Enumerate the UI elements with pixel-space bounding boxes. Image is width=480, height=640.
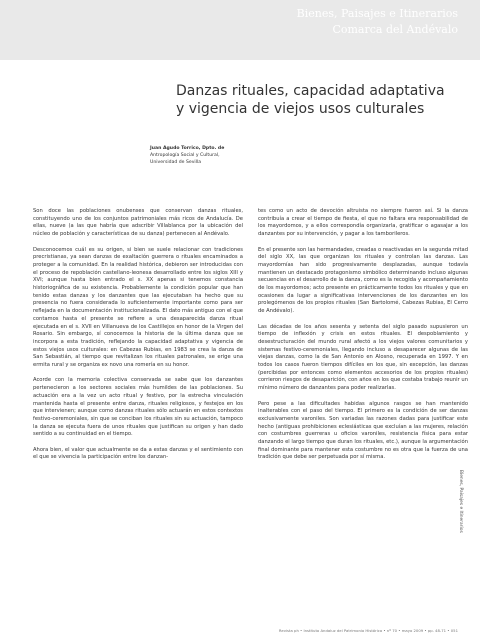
paragraph: Acorde con la memoria colectiva conservada se sabe que los danzantes pertenecieron a los sectores sociales más humildes de las poblaciones. Su actuación era a la vez un acto ritual y festivo, por la estrecha vinculación mantenida hasta el presente entre danza, rituales religiosos, y festejos en los que intervienen; aunque como danzas rituales sólo actuarán en estos contextos festivo-ceremoniales, sin que se conciban los rituales sin su actuación, tampoco la danza se ejecuta fuera de unos rituales que justifican su origen y han dado sentido a su continuidad en el tiempo.: [33, 377, 243, 438]
section-title-line1: Bienes, Paisajes e Itinerarios: [296, 7, 458, 20]
paragraph: Ahora bien, el valor que actualmente se da a estas danzas y el sentimiento con el que se vivencia la participación entre los danzan-: [33, 446, 243, 461]
page-footer: Revista ph • Instituto Andaluz del Patrimonio Histórico • nº 70 • mayo 2009 • pp. 48-71 • 051: [278, 628, 458, 633]
journal-section-title: [297, 6, 458, 38]
article-title: [176, 82, 445, 118]
author-block: [150, 145, 224, 166]
paragraph: tes como un acto de devoción altruista no siempre fueron así. Si la danza contribuía a crear el tiempo de fiesta, el que no faltara era responsabilidad de los mayordomos, y a ellos correspondía organizarla, gratificar o agasajar a los danzantes por su intervención, y pagar a los tamborileros.: [258, 208, 468, 238]
author-affiliation-2: Universidad de Sevilla: [150, 160, 202, 165]
section-title-line2: Comarca del Andévalo: [332, 23, 458, 36]
paragraph: Pero pese a las dificultades habidas algunos rasgos se han mantenido inalterables con el paso del tiempo. El primero es la condición de ser danzas exclusivamente varoniles. Son variadas las razones dadas para justificar este hecho (antiguas prohibiciones eclesiásticas que excluían a las mujeres, relación con costumbres guerreras u oficios varoniles, resistencia física para estar danzando el largo tiempo que duran los rituales, etc.), aunque la argumentación final dominante para mantener esta costumbre no es otra que la fuerza de una tradición que debe ser perpetuada por sí misma.: [258, 400, 468, 461]
author-affiliation-1: Antropología Social y Cultural,: [150, 153, 220, 158]
paragraph: Las décadas de los años sesenta y setenta del siglo pasado supusieron un tiempo de inflexión y crisis en estos rituales. El despoblamiento y desestructuración del mundo rural afectó a los viejos valores comunitarios y sistemas festivo-ceremoniales, llegando incluso a desaparecer algunas de las viejas danzas, como la de San Antonio en Alosno, recuperada en 1997. Y en todos los casos fueron tiempos difíciles en los que, sin excepción, las danzas (percibidas por entonces como elementos accesorios de los propios rituales) corrieron riesgos de desaparición, con años en los que costaba trabajo reunir un mínimo número de danzantes para poder realizarlas.: [258, 323, 468, 392]
body-column-right: [258, 208, 468, 470]
header-band: [0, 0, 480, 60]
paragraph: En el presente son las hermandades, creadas o reactivadas en la segunda mitad del siglo XX, las que organizan los rituales y controlan las danzas. Las mayordomías han sido progresivamente desplazadas, aunque todavía mantienen un destacado protagonismo simbólico determinando incluso algunas secuencias en el desarrollo de la danza, como es la recogida y acompañamiento de los mayordomos; acto presente en prácticamente todos los rituales y que en ocasiones da lugar a significativas intervenciones de los danzantes en los prolegómenos de los propios rituales (San Bartolomé, Cabezas Rubias, El Cerro de Andévalo).: [258, 246, 468, 315]
sidebar-running-head: Bienes, Paisajes e Itinerarios: [458, 470, 463, 533]
paragraph: Desconocemos cuál es su origen, si bien se suele relacionar con tradiciones precristianas, ya sean danzas de exaltación guerrera o rituales encaminados a proteger a la comunidad. En la realidad histórica, debieron ser introducidas con el proceso de repoblación castellano-leonesa desarrollado entre los siglos XIII y XVI; aunque hasta bien entrado el s. XX apenas si tenemos constancia historiográfica de su existencia. Probablemente la condición popular que han tenido estas danzas y los danzantes que las ejecutaban ha hecho que su presencia no fuera considerada lo suficientemente importante como para ser reflejada en la documentación institucionalizada. El dato más antiguo con el que contamos hasta el presente se refiere a una desaparecida danza ritual ejecutada en el s. XVII en Villanueva de los Castillejos en honor de la Virgen del Rosario. Sin embargo, sí conocemos la historia de la última danza que se incorpora a esta tradición, reflejando la capacidad adaptativa y vigencia de estos viejos usos culturales: en Cabezas Rubias, en 1983 se crea la danza de San Sebastián, al tiempo que revitalizan los rituales patronales, se erige una ermita rural y se organiza ex novo una romería en su honor.: [33, 246, 243, 369]
author-name: Juan Agudo Torrico, Dpto. de: [150, 146, 225, 151]
paragraph: Son doce las poblaciones onubenses que conservan danzas rituales, constituyendo uno de los conjuntos patrimoniales más ricos de Andalucía. De ellas, nueve (a las que habría que adscribir Villablanca por la ubicación del núcleo de población y características de su danza) pertenecen al Andévalo.: [33, 208, 243, 238]
article-title-line2: y vigencia de viejos usos culturales: [176, 101, 425, 117]
body-column-left: [33, 208, 243, 470]
article-title-line1: Danzas rituales, capacidad adaptativa: [176, 83, 445, 99]
